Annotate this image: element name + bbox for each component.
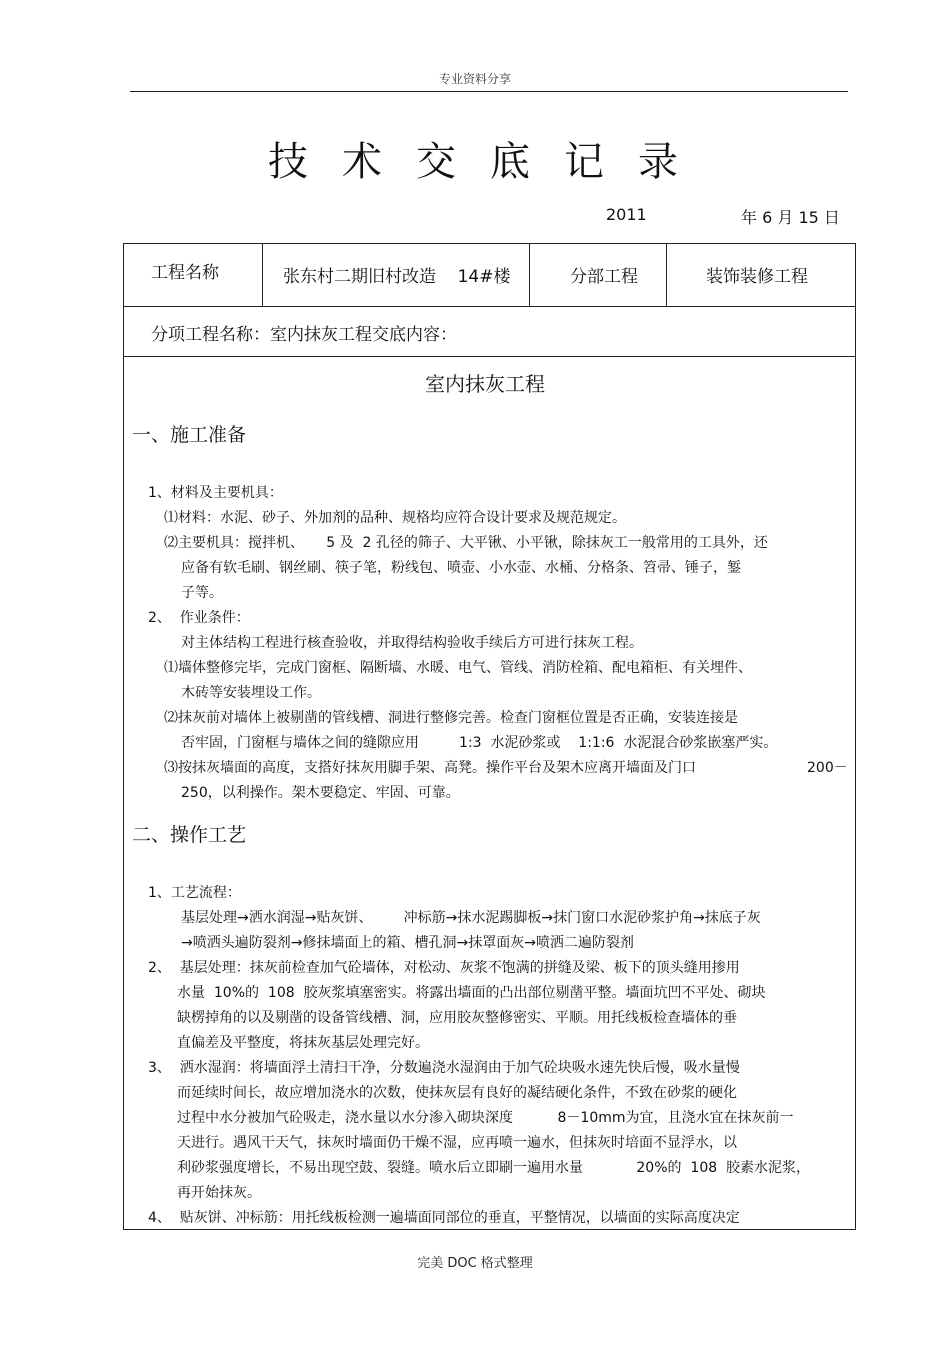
section-heading-process: 二、操作工艺 (132, 824, 247, 846)
table-row-divider (123, 356, 856, 357)
body-line: 木砖等安装埋设工作。 (181, 685, 321, 701)
date-year: 2011 (606, 205, 647, 224)
body-line: ⑵主要机具：搅拌机、 5 及 2 孔径的筛子、大平锹、小平锹，除抹灰工一般常用的工具外，还 (164, 535, 768, 551)
body-line: 再开始抹灰。 (177, 1185, 261, 1201)
body-line: 250，以利操作。架木要稳定、牢固、可靠。 (181, 785, 460, 801)
body-line: ⑵抹灰前对墙体上被剔凿的管线槽、洞进行整修完善。检查门窗框位置是否正确，安装连接是 (164, 710, 738, 726)
sub-item-name: 分项工程名称：室内抹灰工程交底内容： (151, 325, 457, 345)
body-line: 2、 作业条件： (148, 610, 250, 626)
table-col-divider (262, 243, 263, 307)
body-line: 应备有软毛刷、钢丝刷、筷子笔，粉线包、喷壶、小水壶、水桶、分格条、笤帚、锤子，錾 (181, 560, 741, 576)
table-col-divider (666, 243, 667, 307)
date-month-day: 年 6 月 15 日 (741, 208, 840, 227)
page-header-text: 专业资料分享 (438, 72, 511, 86)
body-line: 200－ (807, 760, 848, 776)
body-line: 否牢固，门窗框与墙体之间的缝隙应用 1:3 水泥砂浆或 1:1:6 水泥混合砂浆嵌塞严实。 (181, 735, 778, 751)
body-line: 4、 贴灰饼、冲标筋：用托线板检测一遍墙面同部位的垂直，平整情况，以墙面的实际高度决定 (148, 1210, 740, 1226)
body-line: 缺楞掉角的以及剔凿的设备管线槽、洞，应用胶灰整修密实、平顺。用托线板检查墙体的垂 (177, 1010, 737, 1026)
division-label: 分部工程 (570, 267, 638, 287)
body-line: 过程中水分被加气砼吸走，浇水量以水分渗入砌块深度 8－10mm为宜，且浇水宜在抹灰前一 (177, 1110, 794, 1126)
project-name-value: 张东村二期旧村改造 14#楼 (283, 267, 511, 287)
table-col-divider (529, 243, 530, 307)
body-line: 天进行。遇风干天气，抹灰时墙面仍干燥不湿，应再喷一遍水，但抹灰时培面不显浮水，以 (177, 1135, 737, 1151)
body-line: →喷洒头遍防裂剂→修抹墙面上的箱、槽孔洞→抹罩面灰→喷洒二遍防裂剂 (181, 935, 634, 951)
body-line: 1、材料及主要机具： (148, 485, 283, 501)
page-footer-text: 完美 DOC 格式整理 (417, 1256, 533, 1271)
body-line: 1、工艺流程： (148, 885, 241, 901)
body-line: ⑶按抹灰墙面的高度，支搭好抹灰用脚手架、高凳。操作平台及架木应离开墙面及门口 (164, 760, 696, 776)
content-title: 室内抹灰工程 (425, 372, 545, 396)
section-heading-preparation: 一、施工准备 (132, 424, 247, 446)
body-line: 3、 洒水湿润：将墙面浮土清扫干净，分数遍浇水湿润由于加气砼块吸水速先快后慢，吸水量慢 (148, 1060, 740, 1076)
body-line: 对主体结构工程进行核查验收，并取得结构验收手续后方可进行抹灰工程。 (181, 635, 643, 651)
division-value: 装饰装修工程 (706, 267, 808, 287)
project-name-label: 工程名称 (151, 263, 219, 283)
body-line: ⑴材料：水泥、砂子、外加剂的品种、规格均应符合设计要求及规范规定。 (164, 510, 626, 526)
body-line: 基层处理→洒水润湿→贴灰饼、 冲标筋→抹水泥踢脚板→抹门窗口水泥砂浆护角→抹底子灰 (181, 910, 761, 926)
header-divider (130, 91, 848, 92)
document-title: 技术交底记录 (268, 139, 712, 185)
body-line: ⑴墙体整修完毕，完成门窗框、隔断墙、水暖、电气、管线、消防栓箱、配电箱柜、有关埋件、 (164, 660, 752, 676)
body-line: 水量 10%的 108 胶灰浆填塞密实。将露出墙面的凸出部位剔凿平整。墙面坑凹不平处、砌块 (177, 985, 766, 1001)
body-line: 2、 基层处理：抹灰前检查加气砼墙体，对松动、灰浆不饱满的拼缝及梁、板下的顶头缝用掺用 (148, 960, 740, 976)
body-line: 利砂浆强度增长，不易出现空鼓、裂缝。喷水后立即刷一遍用水量 20%的 108 胶素水泥浆， (177, 1160, 811, 1176)
body-line: 直偏差及平整度，将抹灰基层处理完好。 (177, 1035, 429, 1051)
body-line: 而延续时间长，故应增加浇水的次数，使抹灰层有良好的凝结硬化条件，不致在砂浆的硬化 (177, 1085, 737, 1101)
table-row-divider (123, 306, 856, 307)
body-line: 子等。 (181, 585, 223, 601)
